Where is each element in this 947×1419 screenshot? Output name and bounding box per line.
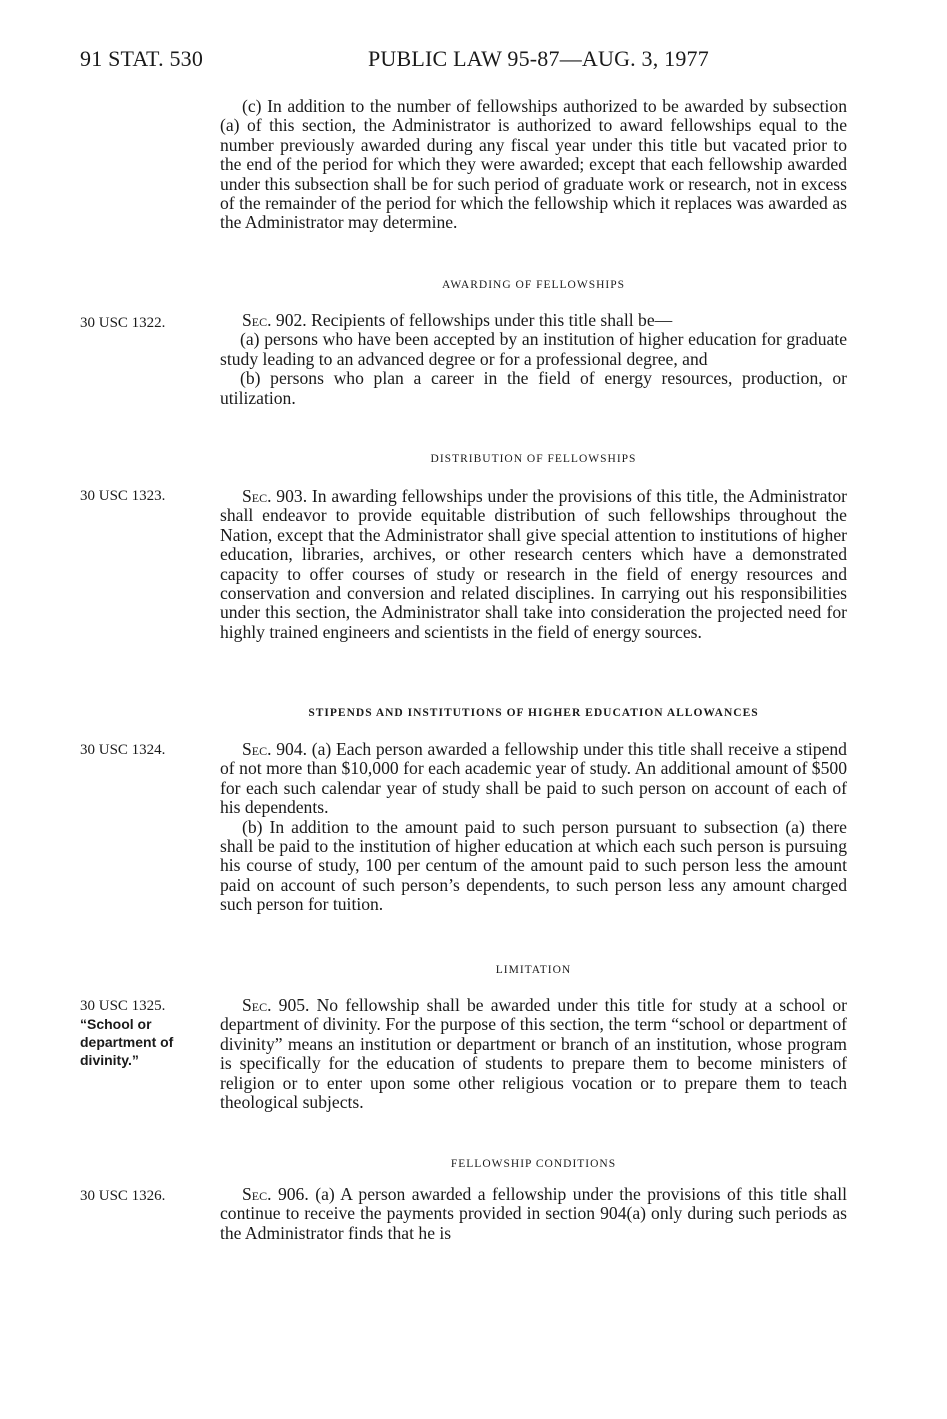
sec903-text: In awarding fellowships under the provisions of this title, the Administrator shall endeavor to provide equitable distribution of such fellowships throughout the Nation, except that the Administrator shall give special attention to institutions of higher education, libraries, archives, or other research centers which have a demonstrated capacity to offer courses of study or research in the field of energy resources and conservation and conversion and related disciplines. In carrying out his responsibilities under this section, the Administrator shall take into consideration the projected need for highly trained engineers and scientists in the field of energy sources. (220, 486, 847, 642)
sec906-paragraph (220, 1185, 847, 1243)
sec906-label: Sec. 906. (242, 1184, 309, 1204)
sec902-item-b: (b) persons who plan a career in the field of energy resources, production, or utilization. (220, 368, 847, 408)
sec905-label: Sec. 905. (242, 995, 310, 1015)
sec904-text-a: (a) Each person awarded a fellowship under this title shall receive a stipend of not more than $10,000 for each academic year of study. An additional amount of $500 for each such calendar year of study shall be paid to such person on account of each of his dependents. (220, 739, 847, 818)
sec905-text: No fellowship shall be awarded under this title for study at a school or department of divinity. For the purpose of this section, the term “school or department of divinity” means an institution or department or branch of an institution, whose program is specifically for the education of students to prepare them to become ministers of religion or to enter upon some other religious vocation or to prepare them to teach theological subjects. (220, 995, 847, 1113)
law-title: PUBLIC LAW 95-87—AUG. 3, 1977 (368, 46, 709, 71)
sec903-label: Sec. 903. (242, 486, 308, 506)
margin-note-30usc1324 (80, 740, 205, 759)
margin-ref: 30 USC 1324. (80, 742, 166, 758)
section-905 (220, 996, 847, 1112)
stat-reference: 91 STAT. 530 (80, 46, 204, 71)
margin-note-30usc1325 (80, 997, 205, 1069)
section-902 (220, 311, 847, 408)
sec902-intro-text: Recipients of fellowships under this title shall be— (311, 310, 673, 330)
heading-limitation: LIMITATION (495, 964, 572, 976)
heading-stipends: STIPENDS AND INSTITUTIONS OF HIGHER EDUCATION ALLOWANCES (308, 707, 759, 719)
margin-note-divinity: “School or department of divinity.” (80, 1016, 174, 1068)
heading-awarding-of-fellowships: AWARDING OF FELLOWSHIPS (441, 279, 626, 291)
sec903-paragraph (220, 487, 847, 642)
margin-ref: 30 USC 1322. (80, 315, 166, 331)
sec906-text: (a) A person awarded a fellowship under the provisions of this title shall continue to receive the payments provided in section 904(a) only during such periods as the Administrator finds that he is (220, 1184, 847, 1243)
section-903 (220, 487, 847, 642)
heading-fellowship-conditions: FELLOWSHIP CONDITIONS (450, 1158, 617, 1170)
margin-ref: 30 USC 1323. (80, 488, 166, 504)
heading-distribution-of-fellowships: DISTRIBUTION OF FELLOWSHIPS (430, 453, 637, 465)
sec902-label: Sec. 902. (242, 310, 307, 330)
margin-ref: 30 USC 1326. (80, 1188, 166, 1204)
section-904 (220, 740, 847, 915)
margin-note-30usc1326 (80, 1186, 205, 1205)
sec904-label: Sec. 904. (242, 739, 308, 759)
margin-note-30usc1323 (80, 486, 205, 505)
page-header (0, 46, 947, 76)
margin-note-30usc1322 (80, 313, 205, 332)
margin-ref: 30 USC 1325. (80, 998, 166, 1014)
paragraph-c: (c) In addition to the number of fellowships authorized to be awarded by subsection (a) of this section, the Administrator is authorized to award fellowships equal to the number previously awarded during any fiscal year under this title but vacated prior to the end of the period for which they were awarded; except that each fellowship awarded under this subsection shall be for such period of graduate work or research, not in excess of the remainder of the period for which the fellowship which it replaces was awarded as the Administrator may determine. (220, 96, 847, 233)
sec902-intro (220, 311, 847, 330)
sec904-paragraph-b: (b) In addition to the amount paid to such person pursuant to subsection (a) there shall be paid to the institution of higher education at which each such person is pursuing his course of study, 100 per centum of the amount paid to such person less the amount paid on account of such person’s dependents, to such person less any amount charged such person for tuition. (220, 816, 847, 915)
sec904-paragraph-a (220, 740, 847, 818)
paragraph-c-block (220, 97, 847, 233)
sec902-item-a: (a) persons who have been accepted by an institution of higher education for graduate study leading to an advanced degree or for a professional degree, and (220, 329, 847, 369)
sec905-paragraph (220, 996, 847, 1112)
section-906 (220, 1185, 847, 1243)
